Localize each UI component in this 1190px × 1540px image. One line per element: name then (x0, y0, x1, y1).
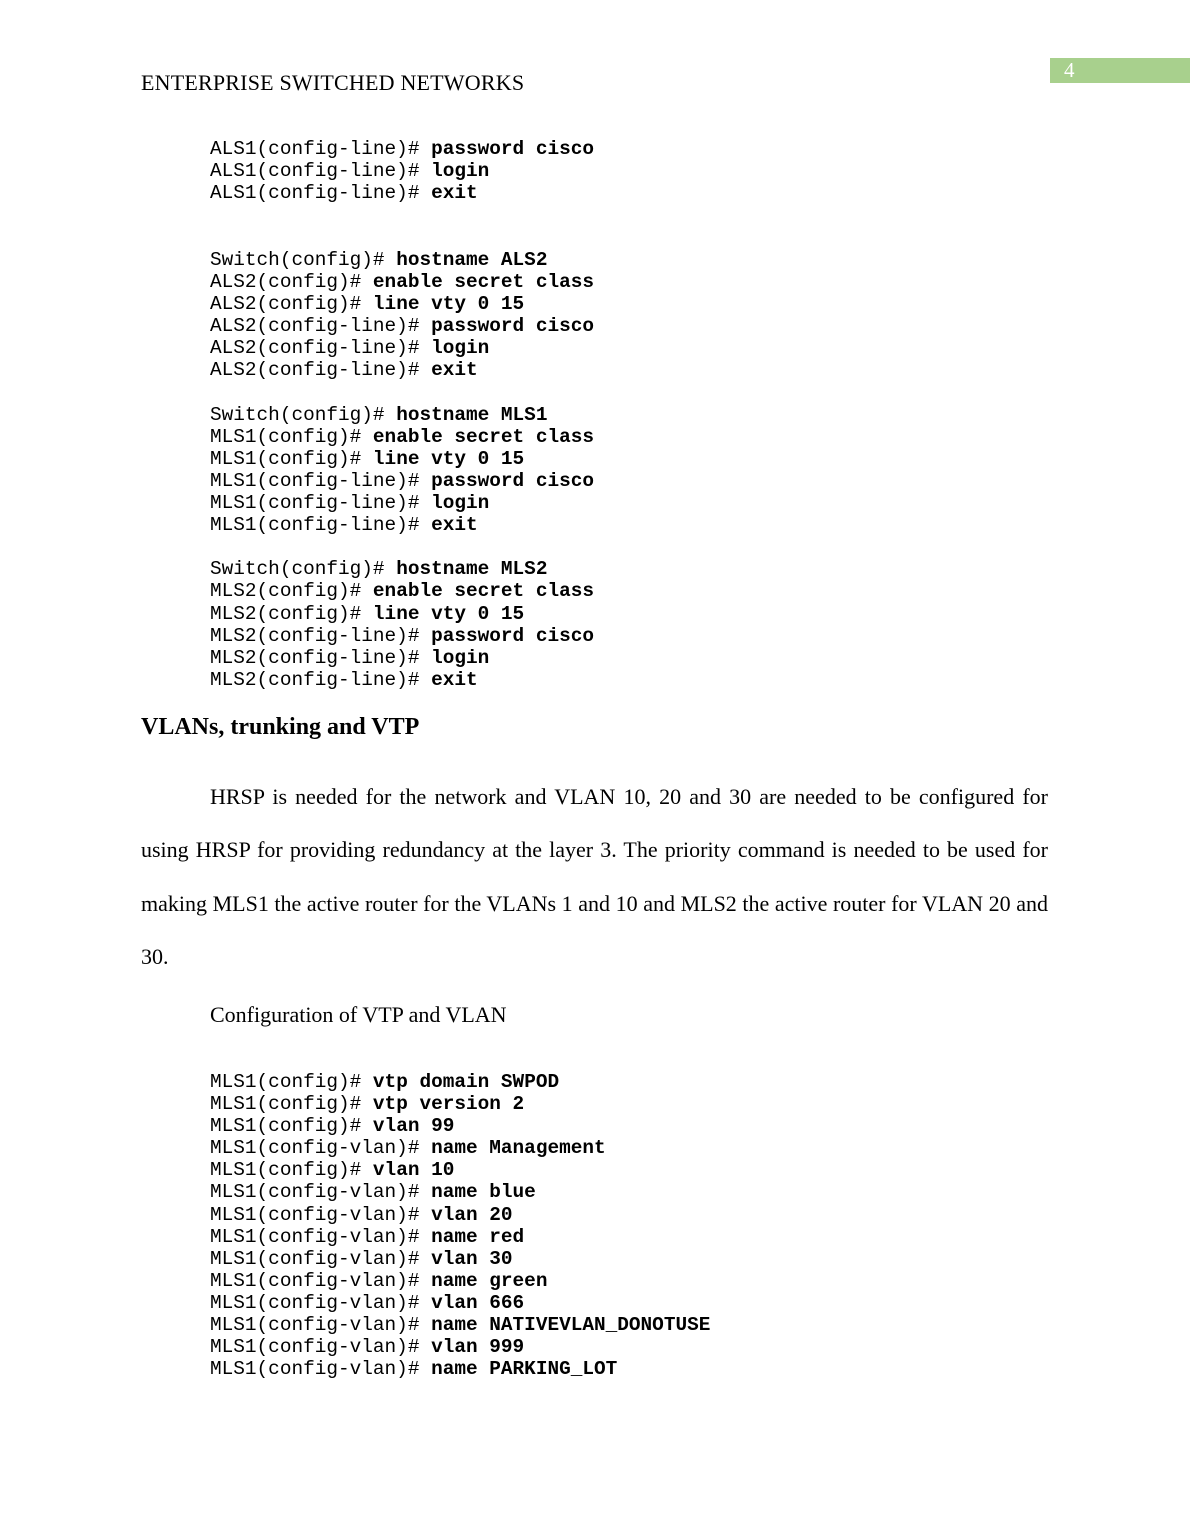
code-line (210, 1314, 710, 1336)
cli-command: name blue (431, 1181, 536, 1204)
cli-command: exit (431, 359, 478, 382)
cli-command: name PARKING_LOT (431, 1358, 618, 1381)
code-line (210, 404, 594, 426)
code-line (210, 647, 594, 669)
cli-command: vlan 99 (372, 1115, 455, 1138)
cli-prompt: MLS1(config-vlan)# (210, 1314, 432, 1337)
cli-command: exit (431, 182, 478, 205)
cli-prompt: MLS1(config)# (210, 1071, 373, 1093)
cli-prompt: Switch(config)# (210, 249, 397, 271)
cli-command: vtp version 2 (372, 1093, 525, 1116)
cli-prompt: MLS2(config-line)# (210, 624, 432, 647)
code-line (210, 160, 594, 182)
cli-prompt: MLS1(config-vlan)# (210, 1247, 432, 1270)
cli-prompt: Switch(config)# (210, 558, 397, 581)
code-line (210, 603, 594, 625)
code-line (210, 669, 594, 691)
cli-prompt: ALS2(config-line)# (210, 337, 432, 360)
code-line (210, 1270, 710, 1292)
cli-prompt: MLS2(config-line)# (210, 668, 432, 691)
code-line (210, 625, 594, 647)
cli-prompt: MLS2(config-line)# (210, 646, 432, 669)
cli-command: line vty 0 15 (372, 293, 525, 316)
cli-command: line vty 0 15 (372, 447, 525, 470)
cli-prompt: MLS1(config-vlan)# (210, 1225, 432, 1248)
cli-prompt: MLS1(config)# (210, 425, 373, 448)
code-line (210, 1137, 710, 1159)
cli-command: vlan 20 (431, 1203, 513, 1226)
cli-prompt: MLS2(config)# (210, 580, 373, 603)
code-line (210, 1204, 710, 1226)
cli-prompt: MLS1(config-line)# (210, 514, 432, 537)
cli-prompt: ALS2(config-line)# (210, 315, 432, 338)
cli-command: hostname MLS1 (396, 403, 548, 426)
cli-command: hostname MLS2 (396, 558, 548, 581)
cli-prompt: MLS1(config-vlan)# (210, 1181, 432, 1204)
config-caption: Configuration of VTP and VLAN (210, 1002, 507, 1027)
code-line (210, 1093, 710, 1115)
code-line (210, 470, 594, 492)
code-line (210, 315, 594, 337)
code-line (210, 1248, 710, 1270)
cli-prompt: Switch(config)# (210, 403, 397, 426)
cli-prompt: MLS2(config)# (210, 602, 373, 625)
code-line (210, 1292, 710, 1314)
cli-command: name green (431, 1269, 548, 1292)
cli-prompt: MLS1(config)# (210, 1159, 373, 1182)
code-line (210, 337, 594, 359)
cli-command: enable secret class (372, 580, 595, 603)
code-line (210, 359, 594, 381)
cli-prompt: ALS1(config-line)# (210, 160, 432, 183)
cli-prompt: MLS1(config-vlan)# (210, 1137, 432, 1160)
running-header-title: ENTERPRISE SWITCHED NETWORKS (141, 70, 525, 95)
cli-command: enable secret class (372, 271, 595, 294)
cli-command: line vty 0 15 (372, 602, 525, 625)
cli-prompt: MLS1(config-vlan)# (210, 1358, 432, 1381)
cli-prompt: MLS1(config)# (210, 1115, 373, 1138)
code-line (210, 514, 594, 536)
cli-command: enable secret class (372, 425, 595, 448)
code-block-switch-setup (210, 249, 594, 691)
cli-prompt: MLS1(config-vlan)# (210, 1291, 432, 1314)
code-block-vtp-vlan (210, 1071, 710, 1380)
cli-command: login (431, 646, 490, 669)
cli-command: hostname ALS2 (396, 249, 548, 271)
cli-prompt: MLS1(config)# (210, 447, 373, 470)
code-line (210, 1181, 710, 1203)
page-number-badge (1050, 58, 1190, 83)
cli-command: vlan 999 (431, 1336, 525, 1359)
cli-command: exit (431, 668, 478, 691)
code-line (210, 426, 594, 448)
cli-command: exit (431, 514, 478, 537)
code-line (210, 448, 594, 470)
code-line (210, 1358, 710, 1380)
cli-command: vlan 10 (372, 1159, 455, 1182)
cli-command: vtp domain SWPOD (372, 1071, 560, 1093)
code-line (210, 249, 594, 271)
cli-prompt: MLS1(config-line)# (210, 469, 432, 492)
cli-command: password cisco (431, 469, 595, 492)
code-line (210, 138, 594, 160)
code-line (210, 1115, 710, 1137)
cli-command: name Management (431, 1137, 606, 1160)
cli-command: name NATIVEVLAN_DONOTUSE (431, 1314, 711, 1337)
code-line (210, 1336, 710, 1358)
code-line (210, 536, 594, 558)
cli-command: login (431, 160, 490, 183)
cli-prompt: ALS2(config-line)# (210, 359, 432, 382)
code-line (210, 558, 594, 580)
cli-command: login (431, 492, 490, 515)
code-line (210, 1159, 710, 1181)
code-line (210, 492, 594, 514)
code-line (210, 1071, 710, 1093)
code-line (210, 580, 594, 602)
cli-command: password cisco (431, 624, 595, 647)
cli-prompt: MLS1(config-line)# (210, 492, 432, 515)
cli-prompt: ALS1(config-line)# (210, 182, 432, 205)
cli-command: vlan 30 (431, 1247, 513, 1270)
code-line (210, 271, 594, 293)
cli-command: password cisco (431, 315, 595, 338)
code-line (210, 182, 594, 204)
section-heading: VLANs, trunking and VTP (141, 714, 420, 740)
code-line (210, 293, 594, 315)
cli-command: vlan 666 (431, 1291, 525, 1314)
cli-prompt: MLS1(config-vlan)# (210, 1203, 432, 1226)
cli-prompt: MLS1(config)# (210, 1093, 373, 1116)
code-block-als1-tail (210, 138, 594, 204)
cli-prompt: ALS1(config-line)# (210, 138, 432, 160)
cli-command: login (431, 337, 490, 360)
code-line (210, 1226, 710, 1248)
cli-command: name red (431, 1225, 525, 1248)
cli-prompt: MLS1(config-vlan)# (210, 1336, 432, 1359)
cli-prompt: MLS1(config-vlan)# (210, 1269, 432, 1292)
cli-prompt: ALS2(config)# (210, 271, 373, 294)
page-number: 4 (1064, 58, 1075, 82)
body-paragraph: HRSP is needed for the network and VLAN 10, 20 and 30 are needed to be configured for using HRSP for providing redundancy at the layer 3. The priority command is needed to be used for making MLS1 the active router for the VLANs 1 and 10 and MLS2 the active router for VLAN 20 and 30. (141, 784, 1048, 969)
cli-command: password cisco (431, 138, 595, 160)
code-line (210, 382, 594, 404)
cli-prompt: ALS2(config)# (210, 293, 373, 316)
